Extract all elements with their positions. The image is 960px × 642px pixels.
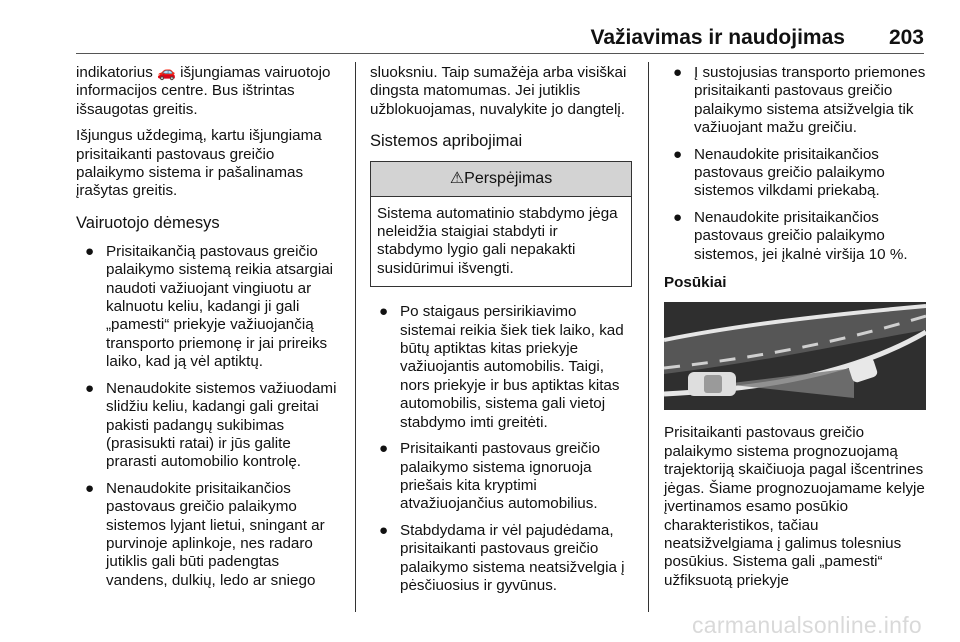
bullet-icon: ●	[379, 303, 389, 321]
list-item	[76, 380, 344, 472]
list-item-text: Nenaudokite prisitaikančios pastovaus greičio palaikymo sistemos, jei įkalnė viršija 10 %.	[694, 208, 908, 263]
list-item-text: Į sustojusias transporto priemones prisitaikanti pastovaus greičio palaikymo sistema atsižvelgia tik važiuojant mažu greičiu.	[694, 64, 926, 137]
list-item	[664, 64, 926, 138]
list-item	[370, 440, 632, 514]
watermark: carmanualsonline.info	[691, 612, 922, 638]
list-item	[370, 522, 632, 596]
section-heading: Posūkiai	[664, 274, 727, 292]
warning-text: Sistema automatinio stabdymo jėga neleidžia staigiai stabdyti ir stabdymo lygio gali nepakakti susidūrimui išvengti.	[377, 204, 618, 277]
list-item	[76, 243, 344, 372]
list-item	[664, 209, 926, 264]
bullet-icon: ●	[379, 521, 389, 539]
list-item-text: Nenaudokite prisitaikančios pastovaus greičio palaikymo sistemos vilkdami priekabą.	[694, 145, 885, 200]
paragraph: sluoksniu. Taip sumažėja arba visiškai dingsta matomumas. Jei jutiklis užblokuojamas, nuvalykite jo dangtelį.	[370, 64, 627, 118]
list-item	[370, 303, 632, 432]
bullet-icon: ●	[85, 242, 95, 260]
list-item-text: Nenaudokite sistemos važiuodami slidžiu keliu, kadangi gali greitai pakisti padangų sukibimas (prasisukti ratai) ir jūs galite prarasti automobilio kontrolę.	[106, 379, 337, 471]
list-item-text: Stabdydama ir vėl pajudėdama, prisitaikanti pastovaus greičio palaikymo sistema neatsižvelgia į pėsčiuosius ir gyvūnus.	[400, 521, 625, 594]
bullet-icon: ●	[673, 208, 683, 226]
bullet-list	[370, 303, 632, 595]
list-item	[664, 146, 926, 201]
section-heading: Sistemos apribojimai	[370, 132, 523, 151]
bullet-icon: ●	[85, 379, 95, 397]
bullet-list	[664, 64, 926, 264]
warning-header	[371, 162, 631, 196]
column-3	[664, 64, 926, 598]
bullet-icon: ●	[673, 145, 683, 163]
column-divider	[648, 62, 649, 612]
column-divider	[355, 62, 356, 612]
paragraph: Išjungus uždegimą, kartu išjungiama prisitaikanti pastovaus greičio palaikymo sistema ir pašalinamas įrašytas greitis.	[76, 127, 322, 200]
bullet-list	[76, 243, 344, 590]
warning-icon: ⚠	[449, 170, 465, 188]
list-item-text: Nenaudokite prisitaikančios pastovaus greičio palaikymo sistemos lyjant lietui, sningant ar purvinoje aplinkoje, nes radaro jutiklis gali būti padengtas vandens, dulkių, ledo ar sniego	[106, 479, 325, 589]
curve-illustration	[664, 302, 926, 410]
header-rule	[76, 53, 924, 54]
paragraph: Prisitaikanti pastovaus greičio palaikymo sistema prognozuojamą trajektoriją skaičiuoja pagal išcentrines jėgas. Šiame prognozuojamame kelyje įvertinamos esamo posūkio charakteristikos, tačiau neatsižvelgiama į galimus tolesnius posūkius. Sistema gali „pamesti“ užfiksuotą priekyje	[664, 424, 925, 589]
bullet-icon: ●	[85, 479, 95, 497]
list-item	[76, 480, 344, 590]
page-number: 203	[888, 26, 924, 49]
bullet-icon: ●	[379, 440, 389, 458]
column-2	[370, 64, 632, 603]
section-heading: Vairuotojo dėmesys	[76, 213, 220, 232]
column-1	[76, 64, 344, 598]
bullet-icon: ●	[673, 64, 683, 81]
page-title: Važiavimas ir naudojimas	[590, 26, 845, 49]
list-item-text: Prisitaikančią pastovaus greičio palaikymo sistemą reikia atsargiai naudoti važiuojant vingiuotu ar kalnuotu keliu, kadangi ji gali „pamesti“ priekyje važiuojančią transporto priemonę ir jai prireiks laiko, kad ją vėl aptiktų.	[106, 242, 334, 371]
paragraph: indikatorius 🚗 išjungiamas vairuotojo informacijos centre. Bus ištrintas išsaugotas greitis.	[76, 64, 331, 118]
list-item-text: Po staigaus persirikiavimo sistemai reikia šiek tiek laiko, kad būtų aptiktas kitas priekyje važiuojantis automobilis. Taigi, nors priekyje ir bus aptiktas kitas automobilis, sistema gali vietoj stabdymo imti greitėti.	[400, 303, 624, 431]
page-header	[76, 26, 924, 50]
warning-title: Perspėjimas	[464, 170, 553, 188]
warning-box	[370, 161, 632, 287]
list-item-text: Prisitaikanti pastovaus greičio palaikymo sistema ignoruoja priešais kita kryptimi atvažiuojančius automobilius.	[400, 440, 601, 513]
